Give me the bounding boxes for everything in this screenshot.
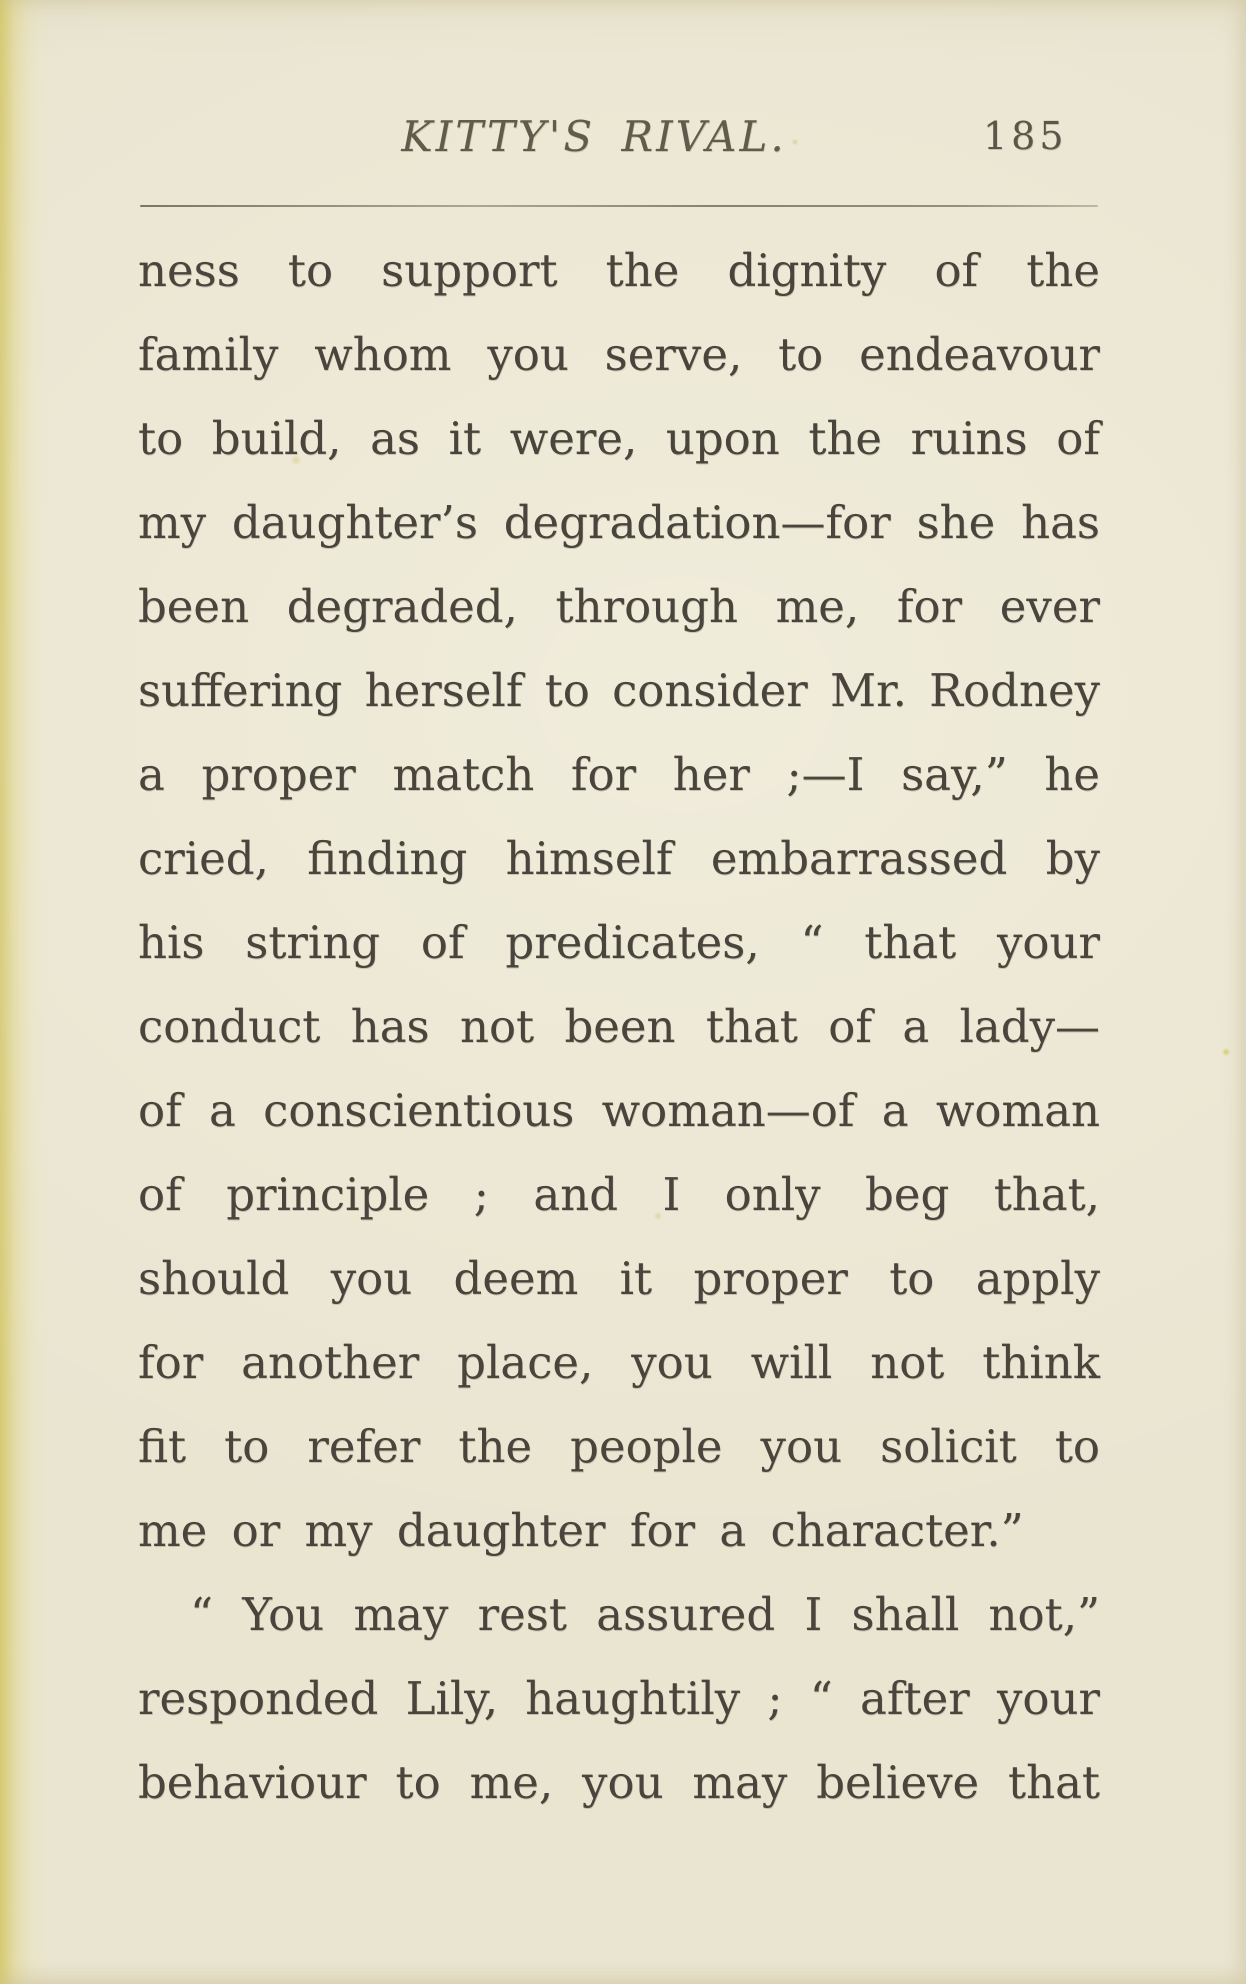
text-line: my daughter’s degradation—for she has [138,496,1100,549]
text-line: to build, as it were, upon the ruins of [138,412,1100,465]
text-line: his string of predicates, “ that your [138,916,1100,969]
running-title: KITTY'S RIVAL. [401,112,787,161]
text-line: should you deem it proper to apply [138,1252,1100,1305]
page-header [0,0,1246,200]
text-line: of a conscientious woman—of a woman [138,1084,1100,1137]
text-line: responded Lily, haughtily ; “ after your [138,1672,1100,1725]
text-line-paragraph-end: me or my daughter for a character.” [138,1504,1024,1557]
text-line: been degraded, through me, for ever [138,580,1100,633]
text-line: fit to refer the people you solicit to [138,1420,1100,1473]
header-rule [140,205,1098,207]
text-line: ness to support the dignity of the [138,244,1100,297]
text-line: conduct has not been that of a lady— [138,1000,1100,1053]
text-line-paragraph-start: “ You may rest assured I shall not,” [190,1588,1100,1641]
text-line: suffering herself to consider Mr. Rodney [138,664,1100,717]
text-line: behaviour to me, you may believe that [138,1756,1100,1809]
text-line: a proper match for her ;—I say,” he [138,748,1100,801]
text-line: family whom you serve, to endeavour [138,328,1100,381]
text-line: of principle ; and I only beg that, [138,1168,1100,1221]
text-line: cried, finding himself embarrassed by [138,832,1100,885]
page-number: 185 [983,114,1068,158]
body-text [138,229,1100,1825]
text-line: for another place, you will not think [138,1336,1100,1389]
